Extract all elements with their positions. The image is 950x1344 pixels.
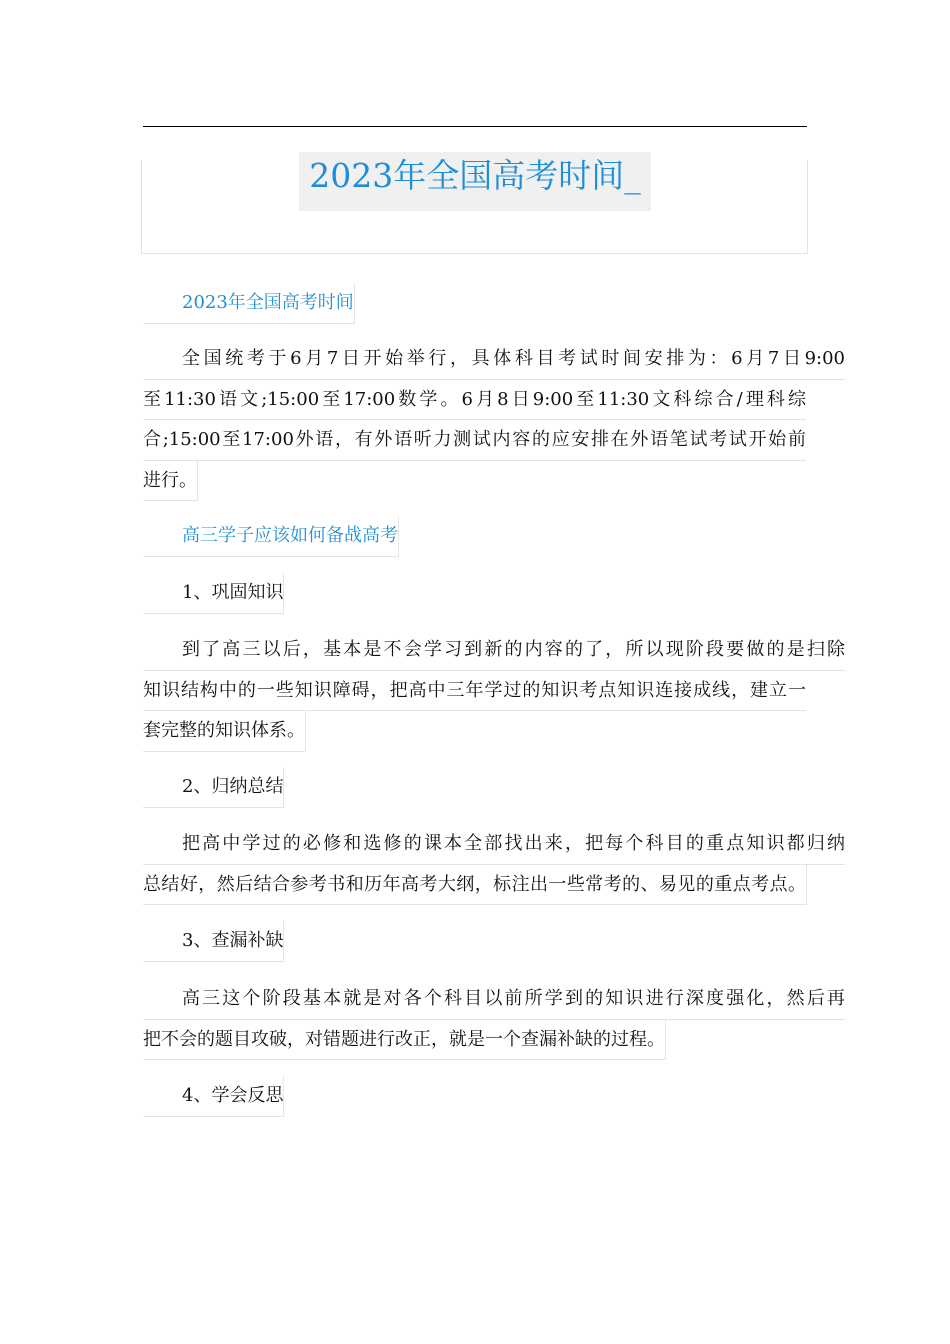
item-4-title xyxy=(143,1076,284,1117)
paragraph-line: 知识结构中的一些知识障碍，把高中三年学过的知识考点知识连接成线，建立一 xyxy=(143,671,806,712)
section-heading-exam-time xyxy=(143,283,355,324)
paragraph-line: 套完整的知识体系。 xyxy=(143,711,306,752)
item-1-paragraph xyxy=(143,630,845,752)
page-title: 2023年全国高考时间_ xyxy=(299,152,651,211)
heading-text: 高三学子应该如何备战高考 xyxy=(143,516,399,557)
paragraph-line: 高三这个阶段基本就是对各个科目以前所学到的知识进行深度强化，然后再 xyxy=(143,979,845,1020)
paragraph-line: 把高中学过的必修和选修的课本全部找出来，把每个科目的重点知识都归纳 xyxy=(143,824,845,865)
item-2-paragraph xyxy=(143,824,845,905)
paragraph-line: 总结好，然后结合参考书和历年高考大纲，标注出一些常考的、易见的重点考点。 xyxy=(143,865,807,906)
item-title-text: 2、归纳总结 xyxy=(143,767,284,808)
item-1-title xyxy=(143,573,284,614)
item-title-text: 4、学会反思 xyxy=(143,1076,284,1117)
item-3-title xyxy=(143,921,284,962)
top-rule xyxy=(143,126,807,127)
paragraph-line: 合;15:00至17:00外语，有外语听力测试内容的应安排在外语笔试考试开始前 xyxy=(143,420,806,461)
heading-text: 2023年全国高考时间 xyxy=(143,283,355,324)
paragraph-schedule xyxy=(143,339,845,501)
section-heading-preparation xyxy=(143,516,399,557)
paragraph-line: 全国统考于6月7日开始举行，具体科目考试时间安排为：6月7日9:00 xyxy=(143,339,845,380)
item-3-paragraph xyxy=(143,979,845,1060)
paragraph-line: 至11:30语文;15:00至17:00数学。6月8日9:00至11:30文科综合/理科综 xyxy=(143,380,806,421)
paragraph-line: 把不会的题目攻破，对错题进行改正，就是一个查漏补缺的过程。 xyxy=(143,1020,666,1061)
item-title-text: 1、巩固知识 xyxy=(143,573,284,614)
item-2-title xyxy=(143,767,284,808)
paragraph-line: 进行。 xyxy=(143,461,198,502)
item-title-text: 3、查漏补缺 xyxy=(143,921,284,962)
paragraph-line: 到了高三以后，基本是不会学习到新的内容的了，所以现阶段要做的是扫除 xyxy=(143,630,845,671)
